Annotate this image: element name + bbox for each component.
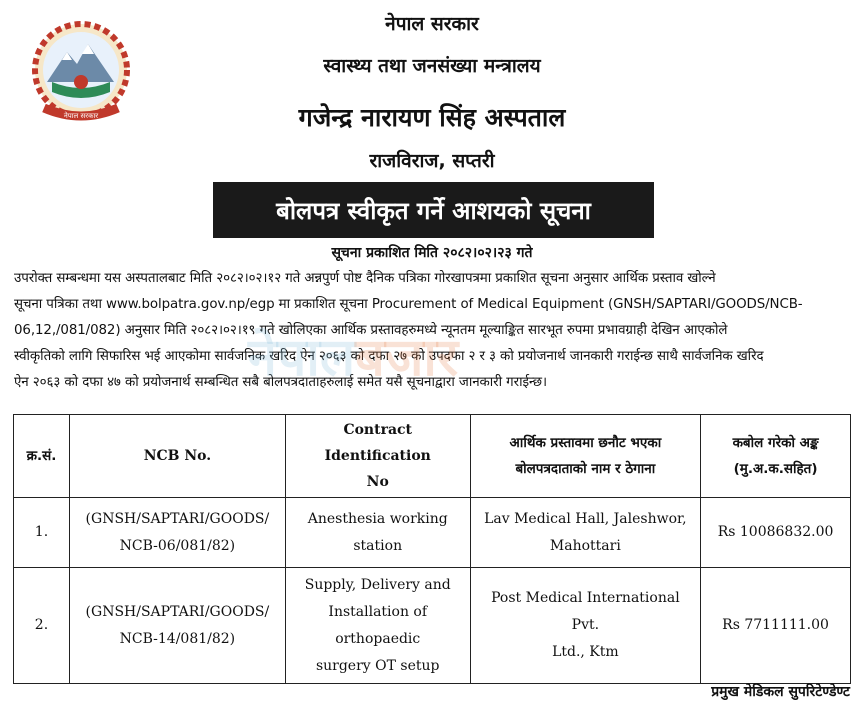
notice-title-banner <box>213 182 654 238</box>
watermark-part1: नेपाल <box>248 328 356 388</box>
body-line: सूचना पत्रिका तथा www.bolpatra.gov.np/egp मा प्रकाशित सूचना Procurement of Medical Equipment (GNSH/SAPTARI/GOODS/NCB- <box>14 297 803 312</box>
header-bidder <box>470 415 701 498</box>
body-line: उपरोक्त सम्बन्धमा यस अस्पतालबाट मिति २०८२।०२।१२ गते अन्नपुर्ण पोष्ट दैनिक पत्रिका गोरखापत्रमा प्रकाशित सूचना अनुसार आर्थिक प्रस्ताव खोल्ने <box>14 271 716 286</box>
government-title: नेपाल सरकार <box>385 13 479 35</box>
cell-ncb <box>69 568 285 684</box>
cell-contract <box>285 568 470 684</box>
signature-title: प्रमुख मेडिकल सुपरिटेण्डेण्ट <box>711 684 850 700</box>
emblem-caption: नेपाल सरकार <box>63 112 99 120</box>
table-row <box>14 568 851 684</box>
header-contract <box>285 415 470 498</box>
body-line: स्वीकृतिको लागि सिफारिस भई आएकोमा सार्वजनिक खरिद ऐन २०६३ को दफा २७ को उपदफा २ र ३ को प्रयोजनार्थ जानकारी गराईन्छ साथै सार्वजनिक खरिद <box>14 349 764 364</box>
header-bidder-line1: आर्थिक प्रस्तावमा छनौट भएका <box>509 435 662 451</box>
header-sn: क्र.सं. <box>14 415 70 498</box>
cell-ncb-line2: NCB-06/081/82) <box>119 537 236 554</box>
table-header-row <box>14 415 851 498</box>
cell-amount: Rs 7711111.00 <box>701 568 851 684</box>
body-line: ऐन २०६३ को दफा ४७ को प्रयोजनार्थ सम्बन्धित सबै बोलपत्रदाताहरुलाई समेत यसै सूचनाद्वारा जानकारी गराईन्छ। <box>14 375 547 390</box>
location-title: राजविराज, सप्तरी <box>369 150 495 172</box>
body-line: 06,12,/081/082) अनुसार मिति २०८२।०२।१९ गते खोलिएका आर्थिक प्रस्तावहरुमध्ये न्यूनतम मूल्याङ्कित सारभूत रुपमा प्रभावग्राही देखिन आएकोले <box>14 323 728 338</box>
header-amount-line2: (मु.अ.क.सहित) <box>733 461 818 477</box>
header-amount-line1: कबोल गरेको अङ्क <box>732 435 819 451</box>
cell-bidder-line1: Post Medical International Pvt. <box>491 590 680 633</box>
notice-title: बोलपत्र स्वीकृत गर्ने आशयको सूचना <box>276 196 591 225</box>
cell-contract-line3: surgery OT setup <box>315 657 440 674</box>
header-bidder-line2: बोलपत्रदाताको नाम र ठेगाना <box>515 461 656 477</box>
cell-contract: Anesthesia working station <box>285 498 470 568</box>
cell-amount: Rs 10086832.00 <box>701 498 851 568</box>
cell-bidder-line2: Mahottari <box>549 537 621 554</box>
watermark-part2: बजार <box>355 328 459 388</box>
header-amount <box>701 415 851 498</box>
header-contract-line2: No <box>366 474 389 490</box>
header-contract-line1: Contract Identification <box>324 422 431 464</box>
cell-ncb-line1: (GNSH/SAPTARI/GOODS/ <box>85 510 270 527</box>
hospital-title: गजेन्द्र नारायण सिंह अस्पताल <box>298 103 566 132</box>
publication-date: सूचना प्रकाशित मिति २०८२।०२।२३ गते <box>331 245 533 261</box>
cell-bidder-line1: Lav Medical Hall, Jaleshwor, <box>484 510 687 527</box>
awards-table <box>13 414 851 684</box>
ministry-title: स्वास्थ्य तथा जनसंख्या मन्त्रालय <box>323 55 541 77</box>
cell-bidder <box>470 568 701 684</box>
cell-bidder <box>470 498 701 568</box>
cell-sn: 1. <box>14 498 70 568</box>
header-ncb: NCB No. <box>69 415 285 498</box>
notice-body <box>14 266 852 396</box>
cell-ncb-line1: (GNSH/SAPTARI/GOODS/ <box>85 603 270 620</box>
table-row <box>14 498 851 568</box>
cell-bidder-line2: Ltd., Ktm <box>552 644 619 660</box>
cell-contract-line2: Installation of orthopaedic <box>328 603 428 647</box>
cell-sn: 2. <box>14 568 70 684</box>
cell-ncb-line2: NCB-14/081/82) <box>119 630 236 647</box>
cell-contract-line1: Supply, Delivery and <box>304 576 451 593</box>
cell-ncb <box>69 498 285 568</box>
